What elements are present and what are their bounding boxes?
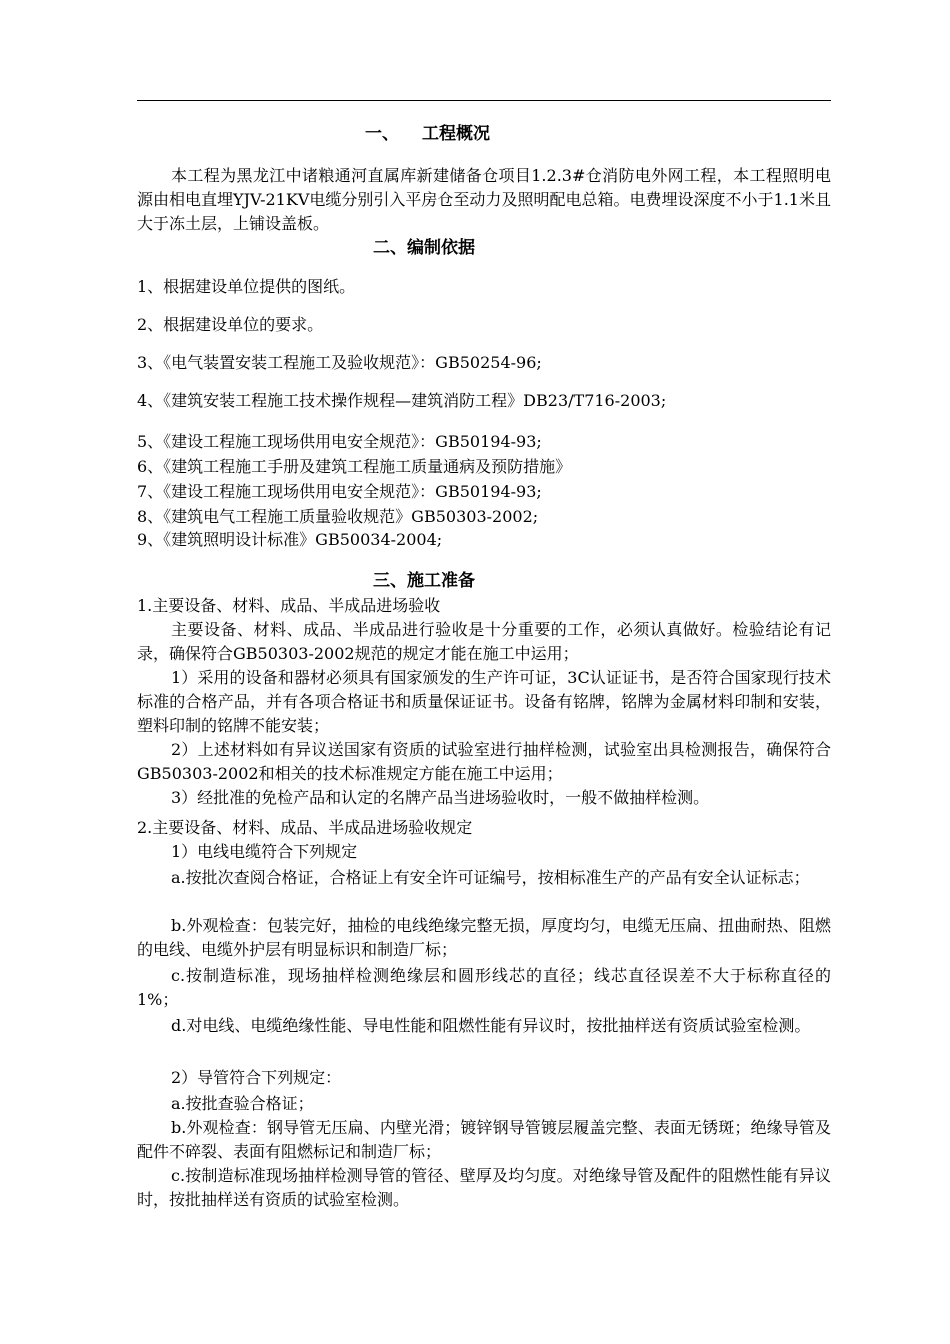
subheading-2: 2.主要设备、材料、成品、半成品进场验收规定 [137, 818, 473, 837]
conduit-rules-heading: 2）导管符合下列规定： [171, 1068, 342, 1087]
conduit-rule-a: a.按批查验合格证； [171, 1094, 314, 1113]
subheading-1: 1.主要设备、材料、成品、半成品进场验收 [137, 596, 441, 615]
cable-rule-c: c.按制造标准，现场抽样检测绝缘层和圆形线芯的直径；线芯直径误差不大于标称直径的1%； [137, 966, 831, 1009]
cable-rule-a: a.按批次查阅合格证，合格证上有安全许可证编号，按相标准生产的产品有安全认证标志； [171, 868, 810, 887]
paragraph-item-2: 2）上述材料如有异议送国家有资质的试验室进行抽样检测，试验室出具检测报告，确保符合GB50303-2002和相关的技术标准规定方能在施工中运用； [137, 740, 831, 783]
section-2-title: 二、编制依据 [373, 238, 475, 258]
cable-rules-heading: 1）电线电缆符合下列规定 [171, 842, 358, 861]
header-rule [137, 100, 831, 101]
cable-rule-d: d.对电线、电缆绝缘性能、导电性能和阻燃性能有异议时，按批抽样送有资质试验室检测。 [171, 1016, 811, 1035]
basis-item-5: 5、《建设工程施工现场供用电安全规范》：GB50194-93; [137, 432, 542, 451]
basis-item-2: 2、根据建设单位的要求。 [137, 315, 324, 334]
basis-item-8: 8、《建筑电气工程施工质量验收规范》GB50303-2002; [137, 507, 539, 526]
paragraph-acceptance: 主要设备、材料、成品、半成品进行验收是十分重要的工作，必须认真做好。检验结论有记录，确保符合GB50303-2002规范的规定才能在施工中运用； [137, 620, 831, 663]
paragraph-item-1: 1）采用的设备和器材必须具有国家颁发的生产许可证，3C认证证书，是否符合国家现行技术标准的合格产品，并有各项合格证书和质量保证证书。设备有铭牌，铭牌为金属材料印制和安装，塑料印制的铭牌不能安装； [137, 668, 831, 735]
section-1-title: 工程概况 [422, 124, 490, 144]
section-3-title: 三、施工准备 [373, 571, 475, 591]
basis-item-3: 3、《电气装置安装工程施工及验收规范》：GB50254-96; [137, 353, 542, 372]
conduit-rule-c: c.按制造标准现场抽样检测导管的管径、壁厚及均匀度。对绝缘导管及配件的阻燃性能有异议时，按批抽样送有资质的试验室检测。 [137, 1166, 831, 1209]
cable-rule-b: b.外观检查：包装完好，抽检的电线绝缘完整无损，厚度均匀，电缆无压扁、扭曲耐热、阻燃的电线、电缆外护层有明显标识和制造厂标； [137, 916, 831, 959]
basis-item-1: 1、根据建设单位提供的图纸。 [137, 277, 356, 296]
basis-item-9: 9、《建筑照明设计标准》GB50034-2004; [137, 530, 443, 549]
paragraph-item-3: 3）经批准的免检产品和认定的名牌产品当进场验收时，一般不做抽样检测。 [171, 788, 710, 807]
basis-item-4: 4、《建筑安装工程施工技术操作规程—建筑消防工程》DB23/T716-2003; [137, 391, 667, 410]
conduit-rule-b: b.外观检查：钢导管无压扁、内壁光滑；镀锌钢导管镀层履盖完整、表面无锈斑；绝缘导管及配件不碎裂、表面有阻燃标记和制造厂标； [137, 1118, 831, 1161]
basis-item-6: 6、《建筑工程施工手册及建筑工程施工质量通病及预防措施》 [137, 457, 572, 476]
section-1-paragraph: 本工程为黑龙江中诸粮通河直属库新建储备仓项目1.2.3#仓消防电外网工程，本工程照明电源由相电直埋YJV-21KV电缆分别引入平房仓至动力及照明配电总箱。电费埋设深度不小于1.1米且大于冻土层，上铺设盖板。 [137, 166, 831, 233]
section-1-number: 一、 [365, 124, 399, 144]
basis-item-7: 7、《建设工程施工现场供用电安全规范》：GB50194-93; [137, 482, 542, 501]
